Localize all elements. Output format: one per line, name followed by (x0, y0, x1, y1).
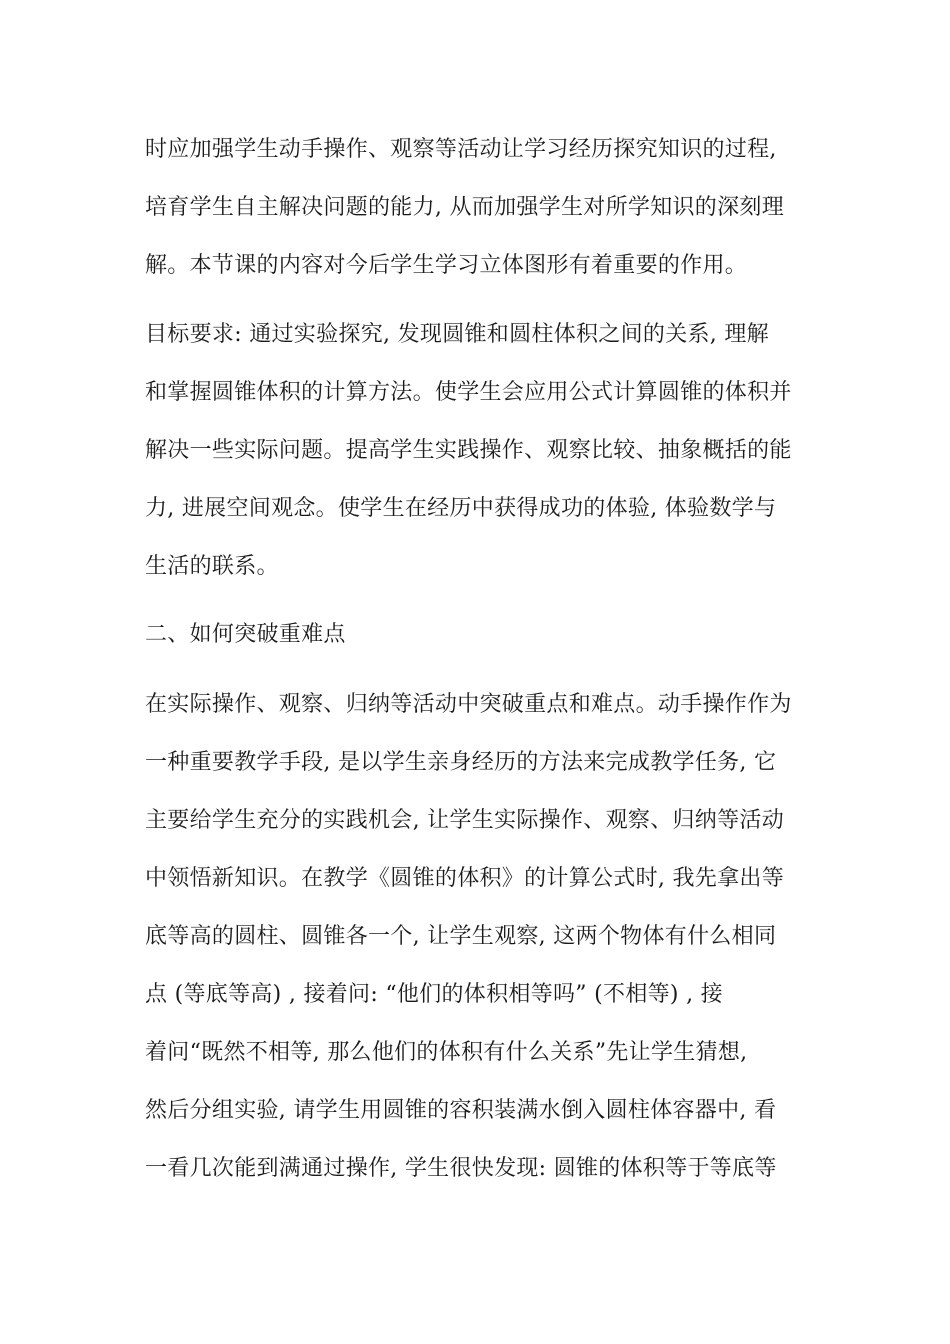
text-line: 时应加强学生动手操作、观察等活动让学习经历探究知识的过程, (145, 137, 777, 162)
text-line: 生活的联系。 (145, 554, 279, 579)
text-line: 目标要求: 通过实验探究, 发现圆锥和圆柱体积之间的关系, 理解 (145, 322, 769, 347)
heading-text: 二、如何突破重难点 (145, 622, 346, 647)
text-line: 在实际操作、观察、归纳等活动中突破重点和难点。动手操作作为 (145, 692, 792, 717)
text-line: 点 (等底等高) , 接着问: “他们的体积相等吗” (不相等) , 接 (145, 982, 723, 1007)
text-line: 培育学生自主解决问题的能力, 从而加强学生对所学知识的深刻理 (145, 195, 784, 220)
text-line: 和掌握圆锥体积的计算方法。使学生会应用公式计算圆锥的体积并 (145, 380, 792, 405)
text-line: 解。本节课的内容对今后学生学习立体图形有着重要的作用。 (145, 253, 748, 278)
text-line: 着问“既然不相等, 那么他们的体积有什么关系”先让学生猜想, (145, 1040, 748, 1065)
text-line: 解决一些实际问题。提高学生实践操作、观察比较、抽象概括的能 (145, 438, 792, 463)
text-line: 主要给学生充分的实践机会, 让学生实际操作、观察、归纳等活动 (145, 808, 784, 833)
text-line: 一种重要教学手段, 是以学生亲身经历的方法来完成教学任务, 它 (145, 750, 777, 775)
text-line: 然后分组实验, 请学生用圆锥的容积装满水倒入圆柱体容器中, 看 (145, 1098, 777, 1123)
text-line: 一看几次能到满通过操作, 学生很快发现: 圆锥的体积等于等底等 (145, 1156, 777, 1181)
text-line: 中领悟新知识。在教学《圆锥的体积》的计算公式时, 我先拿出等 (145, 866, 784, 891)
text-line: 底等高的圆柱、圆锥各一个, 让学生观察, 这两个物体有什么相同 (145, 924, 777, 949)
text-line: 力, 进展空间观念。使学生在经历中获得成功的体验, 体验数学与 (145, 496, 777, 521)
